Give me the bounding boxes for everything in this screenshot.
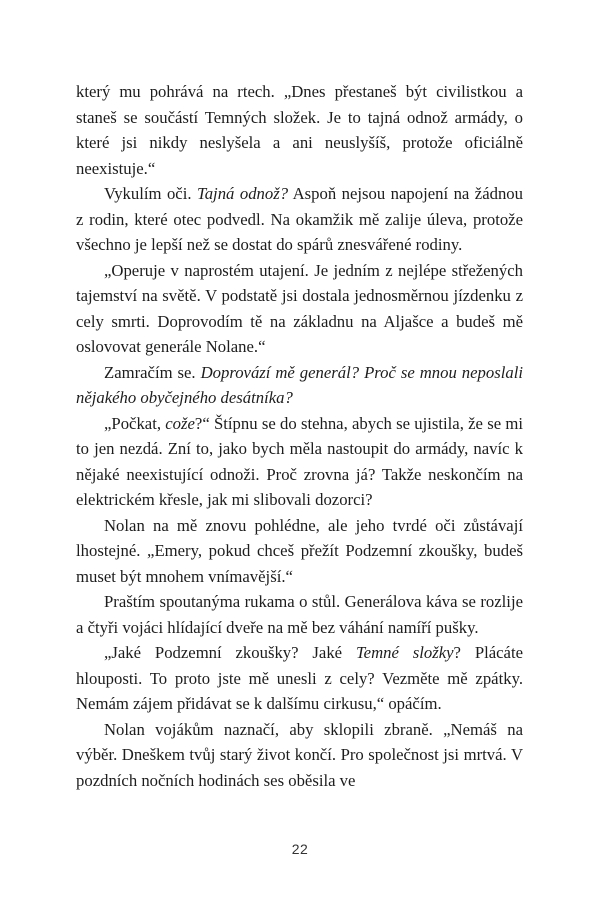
text-run: „Operuje v naprostém utajení. Je jedním z nejlépe střežených tajemství na světě. V podstatě jsi dostala jednosměrnou jízdenku z cely smrti. Doprovodím tě na základnu na Aljašce a budeš mě oslovovat generále Nolane.“ — [76, 260, 523, 356]
paragraph — [76, 181, 523, 258]
paragraph — [76, 640, 523, 717]
text-run: Zamračím se. — [104, 362, 201, 382]
paragraph — [76, 717, 523, 794]
paragraph — [76, 360, 523, 411]
paragraph — [76, 589, 523, 640]
italic-text-run: Temné složky — [355, 643, 454, 662]
text-run: Nolan vojákům naznačí, aby sklopili zbraně. „Nemáš na výběr. Dneškem tvůj starý život končí. Pro společnost jsi mrtvá. V pozdních nočních hodinách ses oběsila ve — [76, 719, 523, 790]
paragraph — [76, 79, 523, 181]
italic-text-run: Doprovází mě generál? Proč se mnou neposlali nějakého obyčejného desátníka? — [76, 362, 523, 407]
page-number: 22 — [291, 841, 309, 857]
text-run: ? Plácáte hlouposti. To proto jste mě unesli z cely? Vezměte mě zpátky. Nemám zájem přidávat se k dalšímu cirkusu,“ opáčím. — [76, 643, 523, 713]
text-run: který mu pohrává na rtech. „Dnes přestaneš být civilistkou a staneš se součástí Temných složek. Je to tajná odnož armády, o které jsi nikdy neslyšela a ani neuslyšíš, protože oficiálně neexistuje.“ — [76, 82, 523, 178]
text-run: Praštím spoutanýma rukama o stůl. Generálova káva se rozlije a čtyři vojáci hlídající dveře na mě bez váhání namíří pušky. — [76, 592, 523, 637]
book-page-text — [76, 79, 523, 793]
text-run: Nolan na mě znovu pohlédne, ale jeho tvrdé oči zůstávají lhostejné. „Emery, pokud chceš přežít Podzemní zkoušky, budeš muset být mnohem vnímavější.“ — [76, 515, 523, 586]
paragraph — [76, 411, 523, 513]
text-run: Vykulím oči. — [104, 184, 197, 203]
italic-text-run: Tajná odnož? — [196, 184, 289, 203]
text-run: „Jaké Podzemní zkoušky? Jaké — [104, 643, 356, 662]
text-run: „Počkat, — [104, 413, 166, 433]
text-run: Aspoň nejsou napojení na žádnou z rodin, které otec podvedl. Na okamžik mě zalije úleva, protože všechno je lepší než se dostat do spárů znesvářené rodiny. — [76, 184, 523, 254]
text-run: ?“ Štípnu se do stehna, abych se ujistila, že se mi to jen nezdá. Zní to, jako bych měla nastoupit do armády, navíc k nějaké neexistující odnoži. Proč zrovna já? Takže neskončím na elektrickém křesle, jak mi slibovali dozorci? — [76, 413, 523, 509]
paragraph — [76, 258, 523, 360]
paragraph — [76, 513, 523, 590]
italic-text-run: cože — [165, 413, 195, 433]
